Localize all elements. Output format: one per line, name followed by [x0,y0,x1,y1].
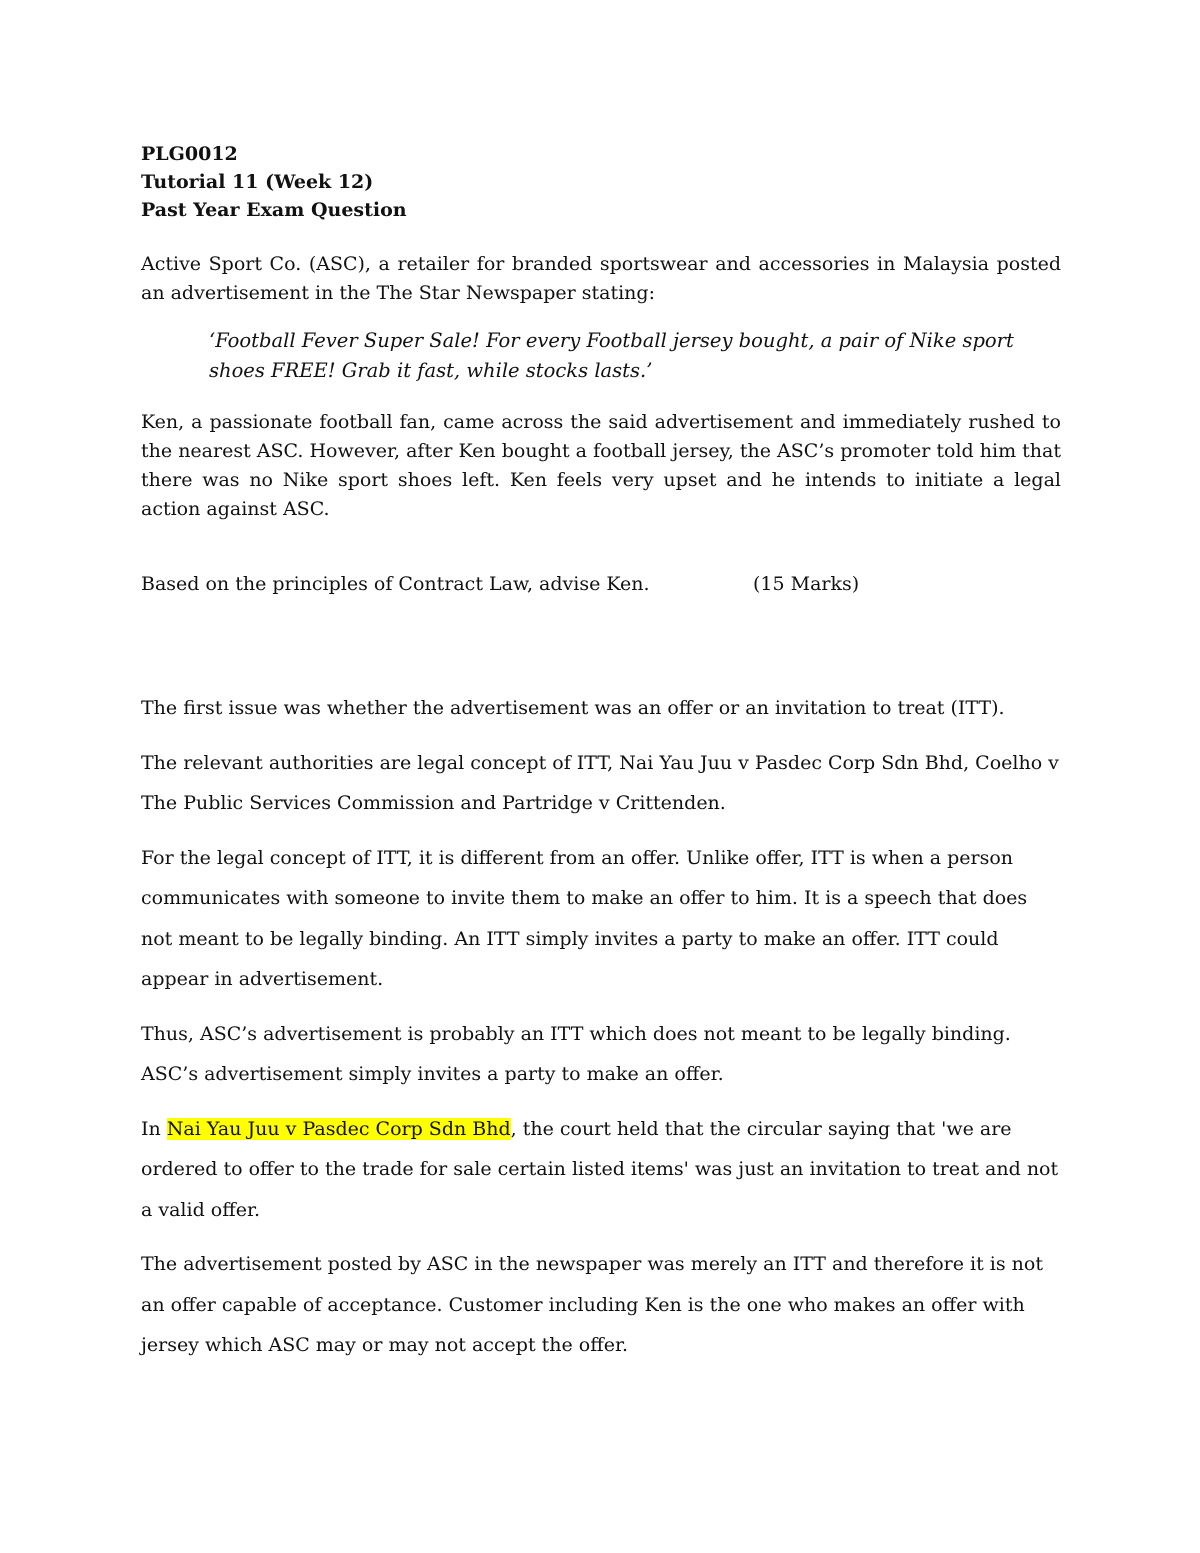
answer-paragraph-authorities: The relevant authorities are legal concept of ITT, Nai Yau Juu v Pasdec Corp Sdn Bhd, Coelho v The Public Services Commission and Partridge v Crittenden. [141,751,1059,814]
question-task-line [141,570,1061,598]
case-prefix: In [141,1117,167,1140]
document-header [141,140,1061,228]
answer-paragraph-case [141,1109,1061,1231]
highlighted-case-name: Nai Yau Juu v Pasdec Corp Sdn Bhd [166,1117,511,1140]
course-code: PLG0012 [141,143,238,165]
advertisement-quote: ‘Football Fever Super Sale! For every Football jersey bought, a pair of Nike sport shoes FREE! Grab it fast, while stocks lasts.’ [209,329,1014,382]
question-task: Based on the principles of Contract Law, advise Ken. [141,573,650,595]
document-page [141,140,1061,1366]
question-marks: (15 Marks) [753,573,860,595]
answer-paragraph-application: Thus, ASC’s advertisement is probably an ITT which does not meant to be legally binding. ASC’s advertisement simply invites a party to make an offer. [141,1022,1011,1085]
answer-paragraph-issue: The first issue was whether the advertisement was an offer or an invitation to treat (ITT). [141,697,1005,719]
answer-paragraph-conclusion: The advertisement posted by ASC in the newspaper was merely an ITT and therefore it is not an offer capable of acceptance. Customer including Ken is the one who makes an offer with jersey which ASC may or may not accept the offer. [141,1253,1043,1356]
tutorial-title: Tutorial 11 (Week 12) [141,171,374,193]
question-scenario: Ken, a passionate football fan, came across the said advertisement and immediately rushed to the nearest ASC. However, after Ken bought a football jersey, the ASC’s promoter told him that there was no Nike sport shoes left. Ken feels very upset and he intends to initiate a legal action against ASC. [141,411,1061,520]
question-intro: Active Sport Co. (ASC), a retailer for branded sportswear and accessories in Malaysia posted an advertisement in the The Star Newspaper stating: [141,253,1061,304]
answer-paragraph-itt-concept: For the legal concept of ITT, it is different from an offer. Unlike offer, ITT is when a person communicates with someone to invite them to make an offer to him. It is a speech that does not meant to be legally binding. An ITT simply invites a party to make an offer. ITT could appear in advertisement. [141,846,1028,990]
case-holding: , the court held that the circular saying that 'we are ordered to offer to the trade for sale certain listed items' was just an invitation to treat and not a valid offer. [141,1117,1059,1221]
document-subtitle: Past Year Exam Question [141,199,407,221]
